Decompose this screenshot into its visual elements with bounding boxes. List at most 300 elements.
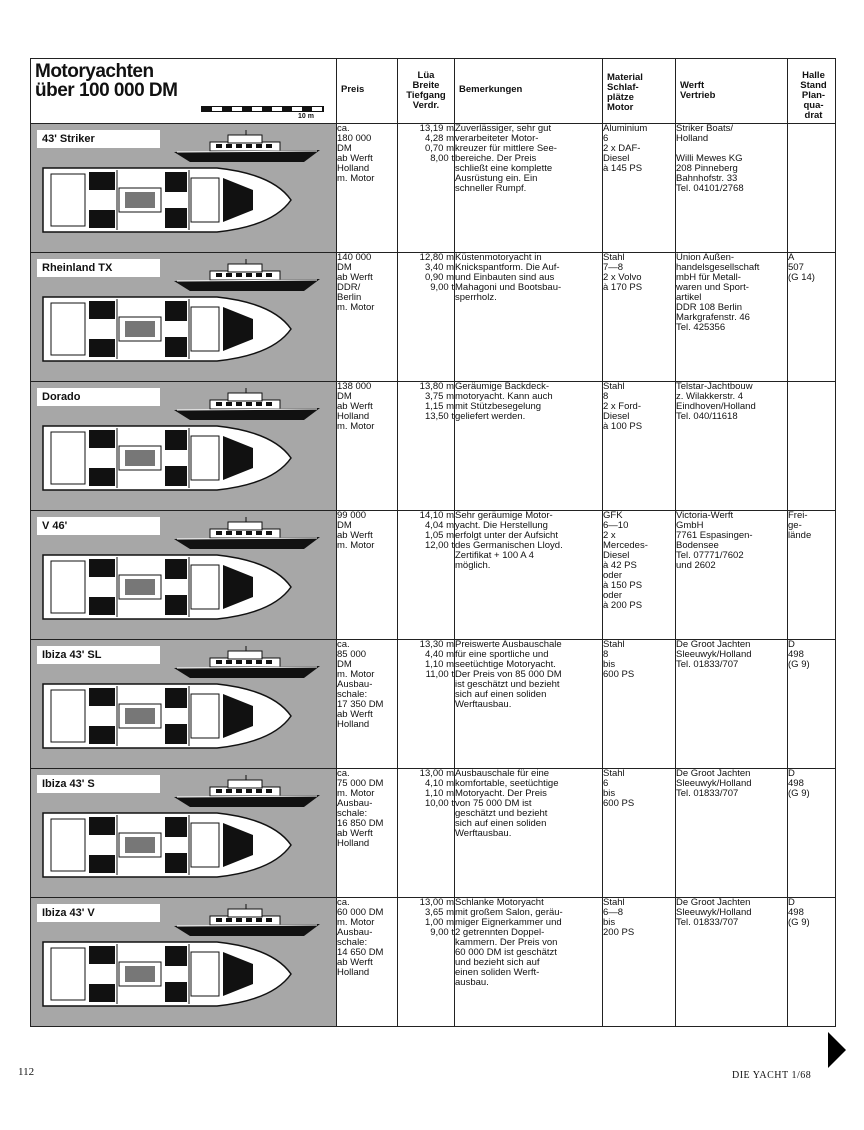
text-line: Werft xyxy=(680,80,705,91)
material-cell xyxy=(603,640,676,769)
text-line: 13,19 m xyxy=(419,123,454,134)
deck-plan-drawing xyxy=(37,807,295,883)
price-cell xyxy=(337,511,398,640)
hall-cell xyxy=(788,253,836,382)
side-view-drawing xyxy=(172,775,322,809)
yacht-name: V 46' xyxy=(37,517,160,535)
text-line: 1,05 m xyxy=(424,530,454,541)
text-line: ab Werft xyxy=(337,530,373,541)
text-line: Striker Boats/ xyxy=(676,123,734,134)
text-line: Material xyxy=(607,72,643,83)
text-line: handelsgesellschaft xyxy=(676,262,760,273)
text-line: (G 9) xyxy=(788,917,810,928)
remarks-cell xyxy=(455,511,603,640)
side-view-drawing xyxy=(172,388,322,422)
text-line: Frei- xyxy=(788,510,808,521)
yard-cell xyxy=(676,253,788,382)
text-line: yacht. Die Herstellung xyxy=(455,520,548,531)
text-line: 2 getrennten Doppel- xyxy=(455,927,545,938)
text-line: komfortable, seetüchtige xyxy=(455,778,559,789)
table-row xyxy=(31,511,836,640)
table-title-cell xyxy=(31,59,337,124)
col-header-price: Preis xyxy=(337,59,398,124)
hall-cell xyxy=(788,124,836,253)
text-line: 13,00 m xyxy=(419,897,454,908)
yacht-name: 43' Striker xyxy=(37,130,160,148)
deck-plan-drawing xyxy=(37,549,295,625)
dimensions-cell xyxy=(398,382,455,511)
text-line: Der Preis von 85 000 DM xyxy=(455,669,562,680)
yacht-drawing-cell xyxy=(31,511,337,640)
col-header-hall xyxy=(788,59,836,124)
text-line: und Einbauten sind aus xyxy=(455,272,555,283)
text-line: und bezieht sich auf xyxy=(455,957,540,968)
text-line: Tel. 425356 xyxy=(676,322,726,333)
text-line: ca. xyxy=(337,123,350,134)
text-line: Union Außen- xyxy=(676,252,735,263)
text-line: einen soliden Werft- xyxy=(455,967,540,978)
text-line: ca. xyxy=(337,768,350,779)
text-line: Küstenmotoryacht in xyxy=(455,252,542,263)
text-line: Aluminium xyxy=(603,123,648,134)
text-line: 2 x Ford- xyxy=(603,401,642,412)
text-line: ab Werft xyxy=(337,153,373,164)
text-line: ab Werft xyxy=(337,957,373,968)
material-cell xyxy=(603,769,676,898)
deck-plan-drawing xyxy=(37,420,295,496)
text-line: m. Motor xyxy=(337,917,375,928)
text-line: Ausbauschale für eine xyxy=(455,768,550,779)
text-line: ca. xyxy=(337,897,350,908)
yacht-drawing-cell xyxy=(31,640,337,769)
dimensions-cell xyxy=(398,253,455,382)
text-line: 12,80 m xyxy=(419,252,454,263)
text-line: Verdr. xyxy=(412,100,440,111)
text-line: DDR 108 Berlin xyxy=(676,302,742,313)
text-line: lände xyxy=(788,530,812,541)
text-line: 2 x xyxy=(603,530,616,541)
text-line: Sleeuwyk/Holland xyxy=(676,649,752,660)
text-line: DM xyxy=(337,262,352,273)
text-line: Diesel xyxy=(603,153,630,164)
table-row xyxy=(31,898,836,1027)
yacht-name: Dorado xyxy=(37,388,160,406)
text-line: kreuzer für mittlere See- xyxy=(455,143,557,154)
text-line: 3,65 m xyxy=(424,907,454,918)
text-line: 13,30 m xyxy=(419,639,454,650)
text-line: Willi Mewes KG xyxy=(676,153,743,164)
text-line: Bodensee xyxy=(676,540,719,551)
text-line: Stand xyxy=(800,80,827,91)
table-row xyxy=(31,382,836,511)
text-line: miger Eignerkammer und xyxy=(455,917,562,928)
text-line: 1,00 m xyxy=(424,917,454,928)
text-line: Motoryacht. Der Preis xyxy=(455,788,547,799)
hall-cell xyxy=(788,640,836,769)
text-line: à 42 PS xyxy=(603,560,637,571)
text-line: des Germanischen Lloyd. xyxy=(455,540,563,551)
text-line: für eine sportliche und xyxy=(455,649,549,660)
text-line: 7761 Espasingen- xyxy=(676,530,753,541)
text-line: kammern. Der Preis von xyxy=(455,937,558,948)
text-line: Holland xyxy=(337,163,370,174)
text-line: und 2602 xyxy=(676,560,716,571)
text-line: D xyxy=(788,897,795,908)
scale-label: 10 m xyxy=(298,113,314,120)
text-line: Werftausbau. xyxy=(455,828,512,839)
text-line: ge- xyxy=(788,520,802,531)
remarks-cell xyxy=(455,253,603,382)
yard-cell xyxy=(676,382,788,511)
text-line: 14 650 DM xyxy=(337,947,384,958)
side-view-drawing xyxy=(172,130,322,164)
text-line: Ausbau- xyxy=(337,679,373,690)
text-line: 498 xyxy=(788,907,804,918)
text-line: Werftausbau. xyxy=(455,699,512,710)
text-line: 1,10 m xyxy=(424,788,454,799)
text-line: von 75 000 DM ist xyxy=(455,798,532,809)
text-line: Stahl xyxy=(603,897,625,908)
text-line: (G 9) xyxy=(788,659,810,670)
text-line: schale: xyxy=(337,808,368,819)
text-line: (G 14) xyxy=(788,272,815,283)
yacht-drawing-cell xyxy=(31,124,337,253)
hall-cell xyxy=(788,382,836,511)
text-line: DM xyxy=(337,143,352,154)
text-line: à 150 PS xyxy=(603,580,643,591)
remarks-cell xyxy=(455,124,603,253)
dimensions-cell xyxy=(398,124,455,253)
deck-plan-drawing xyxy=(37,936,295,1012)
text-line: Motor xyxy=(607,102,634,113)
text-line: m. Motor xyxy=(337,669,375,680)
text-line: 10,00 t xyxy=(424,798,454,809)
text-line: erfolgt unter der Aufsicht xyxy=(455,530,558,541)
text-line: motoryacht. Kann auch xyxy=(455,391,553,402)
text-line: Ausbau- xyxy=(337,798,373,809)
text-line: 180 000 xyxy=(337,133,372,144)
text-line: Holland xyxy=(337,719,370,730)
text-line: 4,28 m xyxy=(424,133,454,144)
text-line: 4,04 m xyxy=(424,520,454,531)
text-line: à 145 PS xyxy=(603,163,643,174)
text-line: mbH für Metall- xyxy=(676,272,741,283)
text-line: Sleeuwyk/Holland xyxy=(676,907,752,918)
text-line: Mahagoni und Bootsbau- xyxy=(455,282,562,293)
text-line: schneller Rumpf. xyxy=(455,183,527,194)
text-line: GmbH xyxy=(676,520,704,531)
yacht-drawing-cell xyxy=(31,253,337,382)
yard-cell xyxy=(676,511,788,640)
deck-plan-drawing xyxy=(37,291,295,367)
table-row xyxy=(31,640,836,769)
text-line: Tel. 040/11618 xyxy=(676,411,738,422)
text-line: 2 x DAF- xyxy=(603,143,641,154)
text-line: m. Motor xyxy=(337,421,375,432)
dimensions-cell xyxy=(398,769,455,898)
text-line: 6—8 xyxy=(603,907,624,918)
text-line: sich auf einen soliden xyxy=(455,689,547,700)
deck-plan-drawing xyxy=(37,162,295,238)
text-line: qua- xyxy=(803,100,824,111)
yard-cell xyxy=(676,769,788,898)
text-line: Stahl xyxy=(603,381,625,392)
yacht-name: Rheinland TX xyxy=(37,259,160,277)
text-line: Diesel xyxy=(603,411,630,422)
text-line: 75 000 DM xyxy=(337,778,384,789)
text-line: GFK xyxy=(603,510,623,521)
text-line: Tel. 01833/707 xyxy=(676,788,739,799)
text-line: Breite xyxy=(412,80,440,91)
text-line: Schlaf- xyxy=(607,82,639,93)
text-line: 99 000 xyxy=(337,510,367,521)
text-line: drat xyxy=(804,110,823,121)
remarks-cell xyxy=(455,640,603,769)
text-line: 60 000 DM ist geschätzt xyxy=(455,947,557,958)
price-cell xyxy=(337,898,398,1027)
text-line: artikel xyxy=(676,292,702,303)
text-line: Plan- xyxy=(801,90,826,101)
dimensions-cell xyxy=(398,511,455,640)
side-view-drawing xyxy=(172,904,322,938)
hall-cell xyxy=(788,769,836,898)
text-line: Eindhoven/Holland xyxy=(676,401,756,412)
text-line: oder xyxy=(603,590,623,601)
text-line: De Groot Jachten xyxy=(676,639,751,650)
text-line: Holland xyxy=(337,967,370,978)
remarks-cell xyxy=(455,382,603,511)
table-row xyxy=(31,769,836,898)
hall-cell xyxy=(788,898,836,1027)
col-header-yard xyxy=(676,59,788,124)
material-cell xyxy=(603,382,676,511)
text-line: Lüa xyxy=(417,70,435,81)
side-view-drawing xyxy=(172,646,322,680)
text-line: schließt eine komplette xyxy=(455,163,553,174)
text-line: 600 PS xyxy=(603,798,635,809)
col-header-material xyxy=(603,59,676,124)
price-cell xyxy=(337,769,398,898)
text-line: 507 xyxy=(788,262,804,273)
text-line: D xyxy=(788,768,795,779)
remarks-cell xyxy=(455,898,603,1027)
yacht-name: Ibiza 43' S xyxy=(37,775,160,793)
text-line: mit Stützbesegelung xyxy=(455,401,542,412)
yacht-drawing-cell xyxy=(31,382,337,511)
text-line: Knickspantform. Die Auf- xyxy=(455,262,560,273)
text-line: geliefert werden. xyxy=(455,411,526,422)
dimensions-cell xyxy=(398,640,455,769)
material-cell xyxy=(603,898,676,1027)
text-line: Bahnhofstr. 33 xyxy=(676,173,738,184)
yacht-drawing-cell xyxy=(31,769,337,898)
text-line: ca. xyxy=(337,639,350,650)
text-line: Ausbau- xyxy=(337,927,373,938)
text-line: sich auf einen soliden xyxy=(455,818,547,829)
price-cell xyxy=(337,382,398,511)
text-line: 60 000 DM xyxy=(337,907,384,918)
text-line: 9,00 t xyxy=(430,282,454,293)
text-line: bis xyxy=(603,659,616,670)
text-line: verarbeiteter Motor- xyxy=(455,133,539,144)
text-line: m. Motor xyxy=(337,540,375,551)
text-line: Stahl xyxy=(603,252,625,263)
hall-cell xyxy=(788,511,836,640)
text-line: 13,50 t xyxy=(424,411,454,422)
text-line: plätze xyxy=(607,92,634,103)
text-line: Victoria-Werft xyxy=(676,510,734,521)
text-line: 2 x Volvo xyxy=(603,272,642,283)
text-line: 4,10 m xyxy=(424,778,454,789)
text-line: Holland xyxy=(337,411,370,422)
text-line: Preiswerte Ausbauschale xyxy=(455,639,562,650)
col-header-dims xyxy=(398,59,455,124)
text-line: 6 xyxy=(603,133,609,144)
yard-cell xyxy=(676,124,788,253)
text-line: Geräumige Backdeck- xyxy=(455,381,549,392)
text-line: 208 Pinneberg xyxy=(676,163,738,174)
text-line: 7—8 xyxy=(603,262,624,273)
yacht-drawing-cell xyxy=(31,898,337,1027)
text-line: Tiefgang xyxy=(406,90,446,101)
text-line: ist geschätzt und bezieht xyxy=(455,679,560,690)
text-line: Holland xyxy=(676,133,709,144)
text-line: Stahl xyxy=(603,768,625,779)
text-line: Diesel xyxy=(603,550,630,561)
text-line: 8,00 t xyxy=(430,153,454,164)
text-line: seetüchtige Motoryacht. xyxy=(455,659,556,670)
text-line: 6—10 xyxy=(603,520,629,531)
text-line: ab Werft xyxy=(337,272,373,283)
magazine-issue: DIE YACHT 1/68 xyxy=(732,1070,812,1081)
text-line: 8 xyxy=(603,649,609,660)
table-header xyxy=(31,59,836,124)
next-page-arrow-icon xyxy=(828,1032,846,1068)
text-line: sperrholz. xyxy=(455,292,497,303)
text-line: 14,10 m xyxy=(419,510,454,521)
text-line: 0,90 m xyxy=(424,272,454,283)
text-line: 140 000 xyxy=(337,252,372,263)
text-line: bis xyxy=(603,788,616,799)
text-line: Schlanke Motoryacht xyxy=(455,897,544,908)
table-row xyxy=(31,253,836,382)
text-line: 4,40 m xyxy=(424,649,454,660)
text-line: DM xyxy=(337,391,352,402)
text-line: 600 PS xyxy=(603,669,635,680)
text-line: ausbau. xyxy=(455,977,489,988)
text-line: De Groot Jachten xyxy=(676,768,751,779)
text-line: 138 000 xyxy=(337,381,372,392)
text-line: z. Wilakkerstr. 4 xyxy=(676,391,744,402)
price-cell xyxy=(337,640,398,769)
text-line: 11,00 t xyxy=(425,669,454,680)
text-line: möglich. xyxy=(455,560,491,571)
text-line: A xyxy=(788,252,795,263)
text-line: 3,75 m xyxy=(424,391,454,402)
text-line: Vertrieb xyxy=(680,90,716,101)
text-line: DDR/ xyxy=(337,282,361,293)
remarks-cell xyxy=(455,769,603,898)
text-line: Telstar-Jachtbouw xyxy=(676,381,753,392)
side-view-drawing xyxy=(172,517,322,551)
text-line: 6 xyxy=(603,778,609,789)
text-line: Berlin xyxy=(337,292,362,303)
text-line: Markgrafenstr. 46 xyxy=(676,312,750,323)
text-line: ab Werft xyxy=(337,401,373,412)
text-line: 498 xyxy=(788,778,804,789)
text-line: (G 9) xyxy=(788,788,810,799)
text-line: Zertifikat + 100 A 4 xyxy=(455,550,534,561)
material-cell xyxy=(603,511,676,640)
text-line: Sleeuwyk/Holland xyxy=(676,778,752,789)
text-line: 200 PS xyxy=(603,927,635,938)
text-line: Tel. 07771/7602 xyxy=(676,550,744,561)
text-line: bereiche. Der Preis xyxy=(455,153,537,164)
text-line: 0,70 m xyxy=(424,143,454,154)
text-line: 85 000 xyxy=(337,649,367,660)
text-line: mit großem Salon, geräu- xyxy=(455,907,563,918)
text-line: 8 xyxy=(603,391,609,402)
text-line: DM xyxy=(337,659,352,670)
text-line: Tel. 04101/2768 xyxy=(676,183,744,194)
text-line: schale: xyxy=(337,937,368,948)
text-line: Ausrüstung ein. Ein xyxy=(455,173,538,184)
text-line: Zuverlässiger, sehr gut xyxy=(455,123,552,134)
yacht-name: Ibiza 43' V xyxy=(37,904,160,922)
yard-cell xyxy=(676,898,788,1027)
text-line: Sehr geräumige Motor- xyxy=(455,510,553,521)
text-line: à 170 PS xyxy=(603,282,643,293)
text-line: Tel. 01833/707 xyxy=(676,917,739,928)
col-header-remarks: Bemerkungen xyxy=(455,59,603,124)
text-line: ab Werft xyxy=(337,709,373,720)
text-line: 3,40 m xyxy=(424,262,454,273)
text-line: Tel. 01833/707 xyxy=(676,659,739,670)
text-line: schale: xyxy=(337,689,368,700)
price-cell xyxy=(337,124,398,253)
text-line: 1,15 m xyxy=(424,401,454,412)
text-line: ab Werft xyxy=(337,828,373,839)
text-line: D xyxy=(788,639,795,650)
text-line: geschätzt und bezieht xyxy=(455,808,548,819)
page-number: 112 xyxy=(18,1066,35,1078)
text-line: bis xyxy=(603,917,616,928)
yacht-table xyxy=(30,58,836,1027)
text-line: m. Motor xyxy=(337,788,375,799)
text-line: 12,00 t xyxy=(424,540,454,551)
deck-plan-drawing xyxy=(37,678,295,754)
text-line: 498 xyxy=(788,649,804,660)
text-line: 9,00 t xyxy=(430,927,454,938)
table-row xyxy=(31,124,836,253)
page-title: Motoryachten über 100 000 DM xyxy=(35,61,178,101)
text-line: 1,10 m xyxy=(424,659,454,670)
material-cell xyxy=(603,253,676,382)
text-line: Stahl xyxy=(603,639,625,650)
text-line: à 200 PS xyxy=(603,600,643,611)
dimensions-cell xyxy=(398,898,455,1027)
text-line: Mercedes- xyxy=(603,540,648,551)
text-line: waren und Sport- xyxy=(676,282,749,293)
text-line: oder xyxy=(603,570,623,581)
text-line: 13,00 m xyxy=(419,768,454,779)
material-cell xyxy=(603,124,676,253)
text-line: 13,80 m xyxy=(419,381,454,392)
text-line: à 100 PS xyxy=(603,421,643,432)
text-line: Halle xyxy=(802,70,825,81)
text-line: Holland xyxy=(337,838,370,849)
text-line: DM xyxy=(337,520,352,531)
